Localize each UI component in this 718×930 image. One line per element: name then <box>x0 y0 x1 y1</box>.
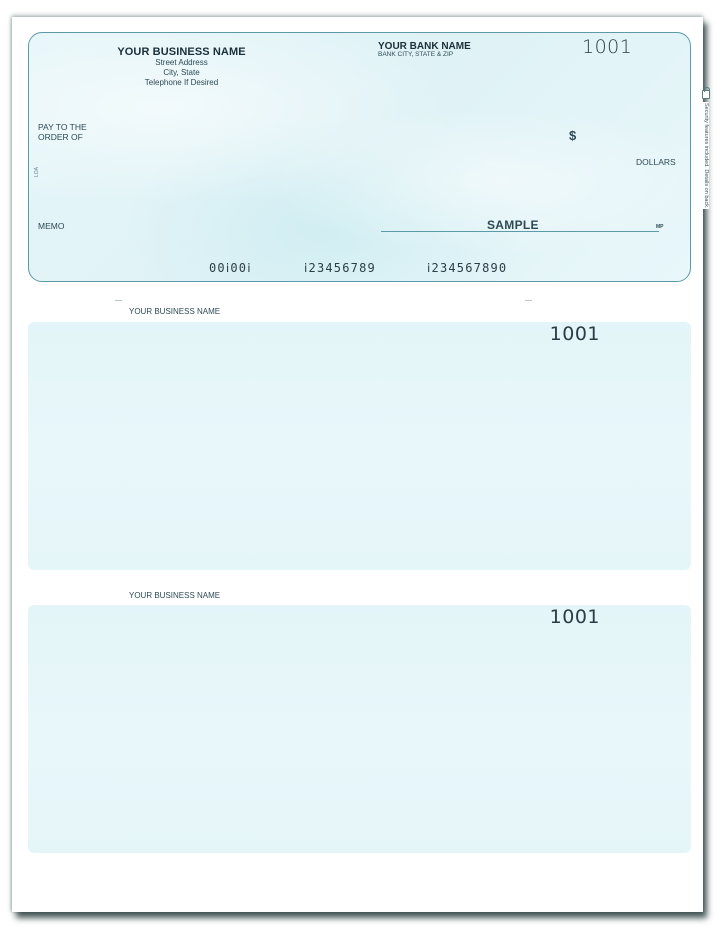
micr-check-serial: 00ⅰ00ⅰ <box>209 261 252 275</box>
stub-1-panel <box>28 322 691 570</box>
bank-info-block <box>378 41 471 58</box>
micr-account-number: ⅰ234567890 <box>427 261 508 275</box>
memo-label: MEMO <box>38 221 65 231</box>
left-edge-mark: LOA <box>34 167 40 178</box>
business-info-block <box>99 46 264 88</box>
pay-to-label-line1: PAY TO THE <box>38 122 87 132</box>
stub-1-check-number: 1001 <box>549 323 600 345</box>
business-name: YOUR BUSINESS NAME <box>117 46 246 58</box>
business-telephone: Telephone If Desired <box>144 78 219 87</box>
perforation-tick-left <box>115 300 122 301</box>
pay-to-label <box>38 122 87 142</box>
dollars-label: DOLLARS <box>636 157 676 167</box>
padlock-icon <box>702 90 710 99</box>
pay-to-label-line2: ORDER OF <box>38 132 83 142</box>
perforation-tick-right <box>525 300 532 301</box>
dollar-sign: $ <box>569 128 577 143</box>
micr-routing-number: ⅰ23456789 <box>304 261 376 275</box>
stub-2-check-number: 1001 <box>549 606 600 628</box>
signature-sample-text: SAMPLE <box>487 218 539 232</box>
security-features-text: Security features included. Details on back. <box>703 103 709 209</box>
check-paper-sheet <box>12 17 709 912</box>
business-city-state: City, State <box>163 68 200 77</box>
check-panel <box>28 32 709 282</box>
bank-address: BANK CITY, STATE & ZIP <box>378 51 454 58</box>
stub-2-panel <box>28 605 691 853</box>
bank-name: YOUR BANK NAME <box>378 41 471 52</box>
security-features-note <box>701 90 711 235</box>
business-street: Street Address <box>155 58 208 67</box>
stub-1-business-name: YOUR BUSINESS NAME <box>129 307 221 316</box>
check-number: 1001 <box>582 36 633 58</box>
signature-mp-mark: MP <box>656 224 664 230</box>
stub-2-business-name: YOUR BUSINESS NAME <box>129 591 221 600</box>
